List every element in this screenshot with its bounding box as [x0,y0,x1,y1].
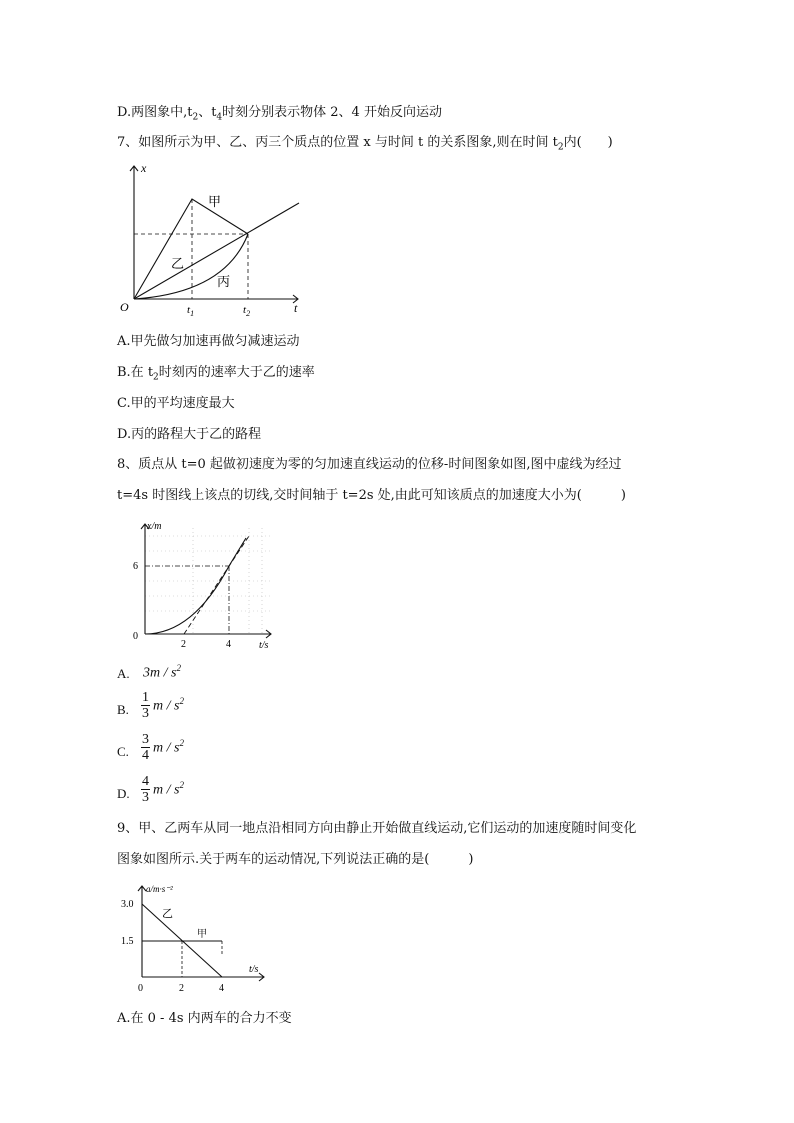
q9-x-label: t/s [249,964,259,975]
q8-option-a-label: A. [117,666,130,681]
q9-y-tick-3: 3.0 [121,899,134,910]
q7-option-c: C.甲的平均速度最大 [117,396,235,411]
q7-label-bing: 丙 [217,274,231,289]
q7-stem: 7、如图所示为甲、乙、丙三个质点的位置 x 与时间 t 的关系图象,则在时间 $t_2$内( ) [117,135,613,153]
q7-t-label: t [294,301,298,315]
q7-origin: O [120,300,129,314]
q8-x-tick-4: 4 [226,639,231,650]
q9-stem-line1: 9、甲、乙两车从同一地点沿相同方向由静止开始做直线运动,它们运动的加速度随时间变化 [117,821,637,836]
q7-t2-label: $t_2$ [243,304,251,318]
q8-option-b-label: B. [117,702,129,717]
q8-origin: 0 [133,631,138,642]
q8-option-d-label: D. [117,786,130,801]
q9-x-tick-2: 2 [179,983,184,994]
q9-stem-line2: 图象如图所示.关于两车的运动情况,下列说法正确的是( ) [117,852,474,867]
q6-option-d: D.两图象中$,t_2$、$t_4$时刻分别表示物体 2、4 开始反向运动 [117,105,442,123]
q7-label-jia: 甲 [208,194,222,209]
q8-option-d-value: 4 3 m / $s^2$ [142,774,184,805]
q9-x-tick-4: 4 [219,983,224,994]
q8-option-b-value: 1 3 m / $s^2$ [142,690,184,721]
q7-graph [115,158,305,318]
q9-y-label: a/m·s⁻² [146,884,173,894]
q8-stem-line2: t=4s 时图线上该点的切线,交时间轴于 t=2s 处,由此可知该质点的加速度大小为( ) [117,488,626,503]
q8-graph [128,516,278,650]
q8-curve [145,538,246,634]
q9-graph [118,880,268,996]
q8-stem-line1: 8、质点从 t=0 起做初速度为零的匀加速直线运动的位移-时间图象如图,图中虚线为经过 [117,457,622,472]
q7-option-a: A.甲先做匀加速再做匀减速运动 [117,334,300,349]
q8-option-c-value: 3 4 m / $s^2$ [142,732,184,763]
q8-x-tick-2: 2 [181,639,186,650]
q9-option-a: A.在 0 - 4s 内两车的合力不变 [117,1011,292,1026]
q9-origin: 0 [138,983,143,994]
q8-option-a-value: $3m / s^2$ [143,663,181,681]
q7-x-label: x [141,161,147,175]
q8-y-label: x/m [147,521,162,532]
q9-label-yi: 乙 [162,908,173,920]
q7-t1-label: $t_1$ [187,304,195,318]
q9-label-jia: 甲 [197,929,207,940]
q7-option-b: B.在 $t_2$时刻丙的速率大于乙的速率 [117,365,315,383]
q8-option-c-label: C. [117,744,129,759]
q9-y-tick-1-5: 1.5 [121,936,134,947]
q8-y-tick-6: 6 [133,561,138,572]
q7-label-yi: 乙 [171,256,185,271]
q7-option-d: D.丙的路程大于乙的路程 [117,427,262,442]
q7-curve-jia [134,199,248,299]
q8-x-label: t/s [259,640,269,650]
